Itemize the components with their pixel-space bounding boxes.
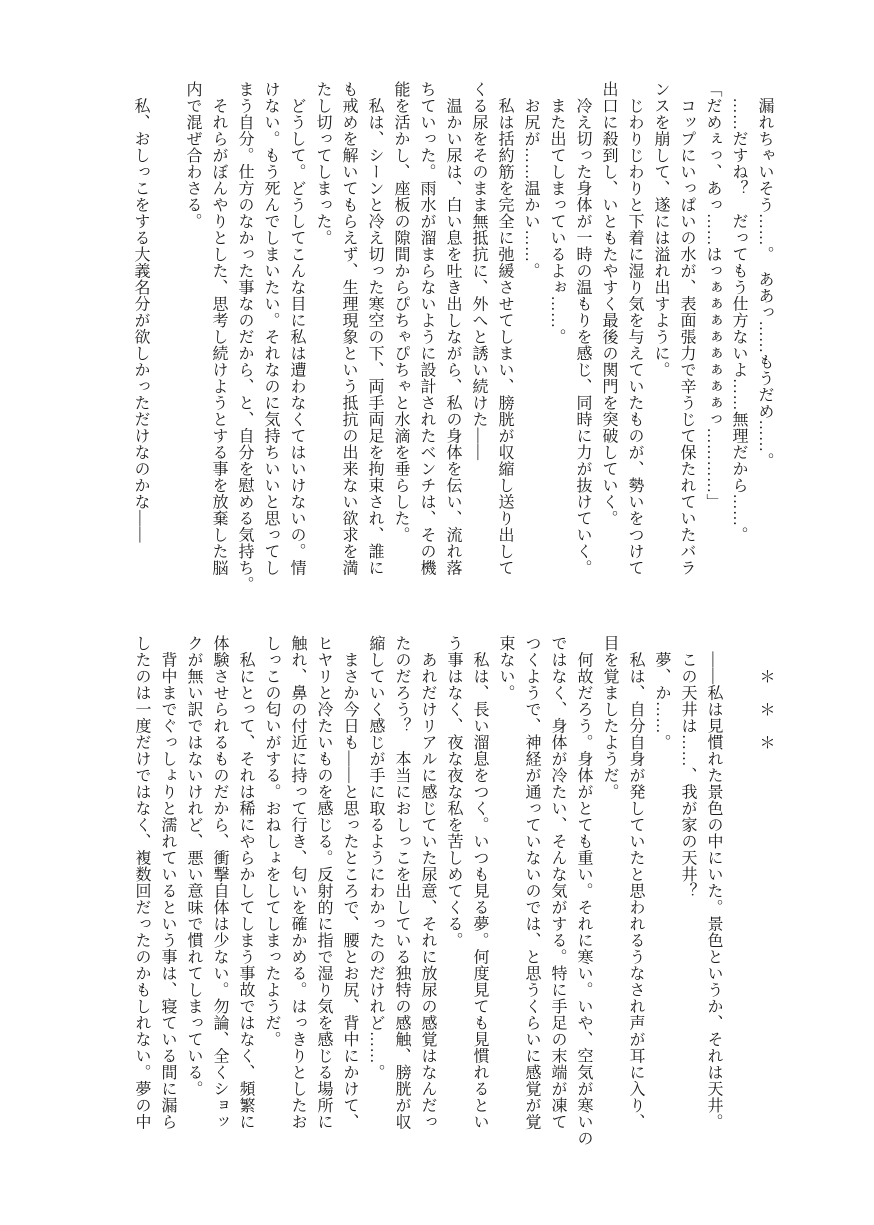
text-line: まさか今日も——と思ったところで、腰とお尻、背中にかけて、 <box>341 635 358 1130</box>
text-line: 温かい尿は、白い息を吐き出しながら、私の身体を伝い、流れ落 <box>444 81 461 576</box>
text-line: しっこの匂いがする。おねしょをしてしまったようだ。 <box>263 635 280 1048</box>
story-text-block-1 <box>127 81 777 603</box>
text-line: したのは一度だけではなく、複数回だったのかもしれない。夢の中 <box>133 635 150 1130</box>
text-line: 出口に殺到し、いともたやすく最後の関門を突破していく。 <box>600 81 617 527</box>
text-line: まう自分。仕方のなかった事なのだから、と、自分を慰める気持ち。 <box>236 81 253 593</box>
text-line: 私は括約筋を完全に弛緩させてしまい、膀胱が収縮し送り出して <box>496 81 513 576</box>
text-line: また出てしまっているよぉ……。 <box>548 81 565 345</box>
text-line: 私にとって、それは稀にやらかしてしまう事故ではなく、頻繁に <box>237 635 254 1130</box>
text-line: 「だめぇっ、あっ……はっぁぁぁぁぁぁぁぁっ…………」 <box>704 81 721 510</box>
text-line: それらがぼんやりとした、思考し続けようとする事を放棄した脳 <box>210 81 227 576</box>
text-line: ……だすね？ だってもう仕方ないよ……無理だから……。 <box>730 81 747 543</box>
text-line: ——私は見慣れた景色の中にいた。景色というか、それは天井。 <box>705 635 722 1130</box>
text-line: 触れ、鼻の付近に持って行き、匂いを確かめる。はっきりとしたお <box>289 635 306 1130</box>
text-line: 内で混ぜ合わさる。 <box>184 81 201 230</box>
text-line: 能を活かし、座板の隙間からぴちゃぴちゃと水滴を垂らした。 <box>392 81 409 543</box>
text-line: 冷え切った身体が一時の温もりを感じ、同時に力が抜けていく。 <box>574 81 591 576</box>
text-line: あれだけリアルに感じていた尿意、それに放尿の感覚はなんだっ <box>419 635 436 1130</box>
text-line: クが無い訳ではないけれど、悪い意味で慣れてしまっている。 <box>185 635 202 1097</box>
text-line: コップにいっぱいの水が、表面張力で辛うじて保たれていたバラ <box>678 81 695 576</box>
text-line: たのだろう？ 本当におしっこを出している独特の感触、膀胱が収 <box>393 635 410 1130</box>
text-line: この天井は……、我が家の天井？ <box>679 635 696 899</box>
text-line: 束ない。 <box>497 635 514 701</box>
blank-line <box>726 635 752 1157</box>
text-line: ではなく、身体が冷たい、そんな気がする。特に手足の末端が凍て <box>549 635 566 1130</box>
text-line: 縮していく感じが手に取るようにわかったのだけれど……。 <box>367 635 384 1081</box>
text-line: 私は、シーンと冷え切った寒空の下、両手両足を拘束され、誰に <box>366 81 383 576</box>
text-line: つくようで、神経が通っていないのでは、と思うくらいに感覚が覚 <box>523 635 540 1130</box>
text-line: お尻が……温かい……。 <box>522 81 539 279</box>
text-line: 何故だろう。身体がとても重い。それに寒い。いや、空気が寒いの <box>575 635 592 1147</box>
text-line: 漏れちゃいそう……。 ああっ……もうだめ……。 <box>756 81 773 469</box>
text-line: ンスを崩して、遂には溢れ出すように。 <box>652 81 669 378</box>
text-line: ちていった。雨水が溜まらないように設計されたベンチは、その機 <box>418 81 435 576</box>
text-line: 目を覚ましたようだ。 <box>601 635 618 800</box>
section-divider: ＊ ＊ ＊ <box>757 635 774 751</box>
text-line: じわりじわりと下着に湿り気を与えていたものが、勢いをつけて <box>626 81 643 576</box>
text-line: ヒヤリと冷たいものを感じる。反射的に指で湿り気を感じる場所に <box>315 635 332 1130</box>
text-line: けない。もう死んでしまいたい。それなのに気持ちいいと思ってし <box>262 81 279 576</box>
text-line: 私、おしっこをする大義名分が欲しかっただけなのかな—— <box>132 81 149 543</box>
text-line: う事はなく、夜な夜な私を苦しめてくる。 <box>445 635 462 949</box>
text-line: 私は、自分自身が発していたと思われるうなされ声が耳に入り、 <box>627 635 644 1130</box>
text-line: どうして。どうしてこんな目に私は遭わなくてはいけないの。情 <box>288 81 305 576</box>
text-line: 夢、か……。 <box>653 635 670 751</box>
text-line: くる尿をそのまま無抵抗に、外へと誘い続けた—— <box>470 81 487 461</box>
text-line: たし切ってしまった。 <box>314 81 331 246</box>
text-line: も戒めを解いてもらえず、生理現象という抵抗の出来ない欲求を満 <box>340 81 357 576</box>
text-line: 背中までぐっしょりと濡れているという事は、寝ている間に漏ら <box>159 635 176 1130</box>
text-line: 私は、長い溜息をつく。いつも見る夢。何度見ても見慣れるとい <box>471 635 488 1130</box>
text-line: 体験させられるものだから、衝撃自体は少ない。勿論、全くショッ <box>211 635 228 1130</box>
blank-line <box>153 81 179 603</box>
story-text-block-2 <box>128 635 778 1157</box>
